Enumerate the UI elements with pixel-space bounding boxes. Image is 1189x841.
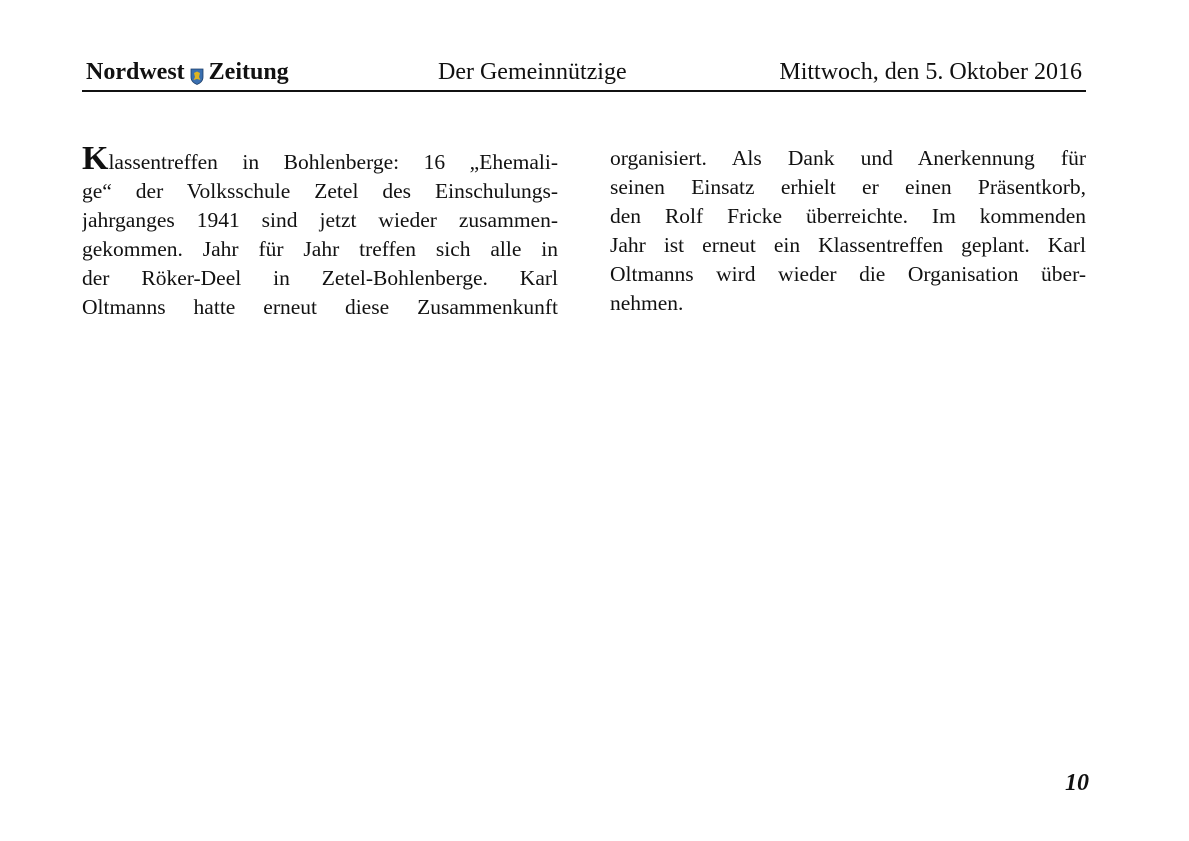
article-line: organisiert. Als Dank und Anerkennung für: [610, 146, 1086, 170]
issue-date: Mittwoch, den 5. Oktober 2016: [779, 59, 1082, 85]
article-line: seinen Einsatz erhielt er einen Präsentkorb,: [610, 175, 1086, 199]
article-column-left: [82, 144, 558, 322]
article-line: Oltmanns wird wieder die Organisation über-: [610, 262, 1086, 286]
masthead: [86, 59, 289, 86]
article-column-right: [610, 144, 1086, 318]
article-line: jahrganges 1941 sind jetzt wieder zusammen-: [82, 208, 558, 232]
masthead-right: Zeitung: [208, 59, 289, 85]
page-number: 10: [1065, 770, 1089, 796]
article-line: ge“ der Volksschule Zetel des Einschulungs-: [82, 179, 558, 203]
drop-cap: K: [82, 144, 109, 177]
masthead-left: Nordwest: [86, 59, 185, 85]
article-line: gekommen. Jahr für Jahr treffen sich alle in: [82, 237, 558, 261]
article-line: den Rolf Fricke überreichte. Im kommenden: [610, 204, 1086, 228]
article-line: Jahr ist erneut ein Klassentreffen geplant. Karl: [610, 233, 1086, 257]
article-line: der Röker-Deel in Zetel-Bohlenberge. Karl: [82, 266, 558, 290]
section-title: Der Gemeinnützige: [438, 59, 627, 85]
coat-of-arms-icon: [190, 65, 204, 82]
page-header: [82, 56, 1086, 92]
article-line: Klassentreffen in Bohlenberge: 16 „Ehemali-: [82, 144, 558, 177]
article-line: nehmen.: [610, 291, 684, 315]
article-line: Oltmanns hatte erneut diese Zusammenkunft: [82, 295, 558, 319]
